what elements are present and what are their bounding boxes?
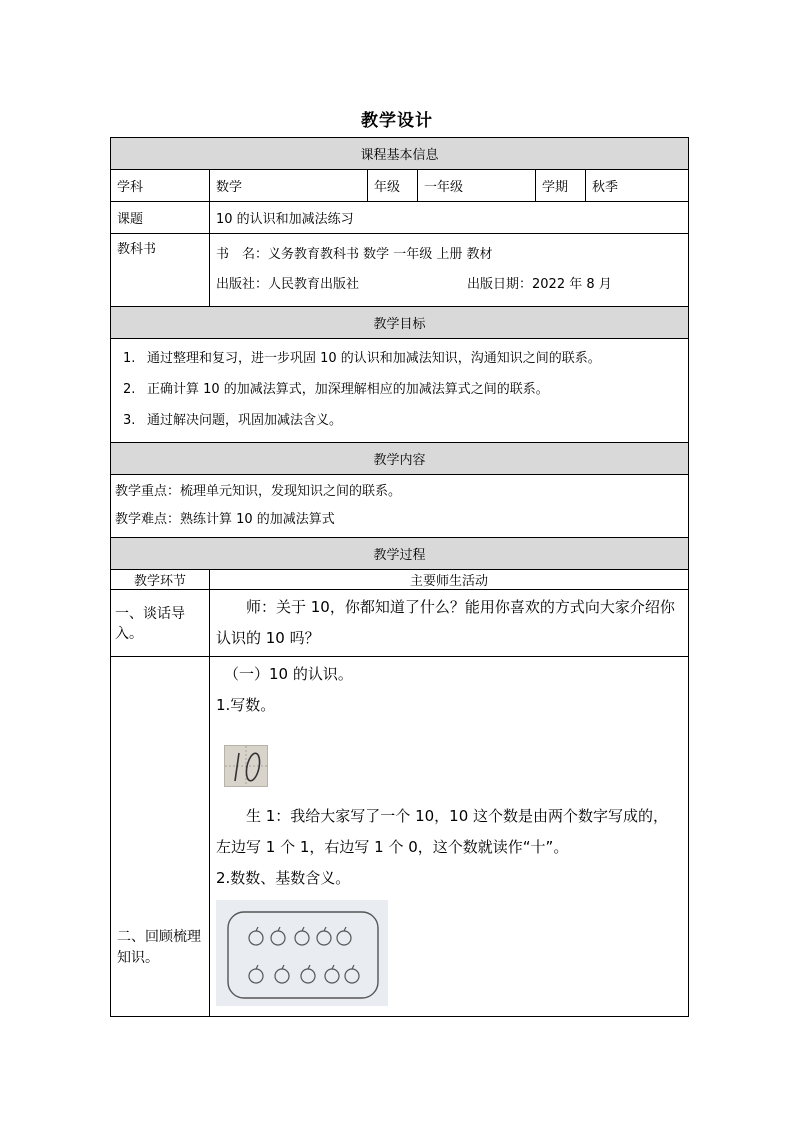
- lesson-plan-table: [110, 137, 689, 1017]
- goals-list: [111, 339, 689, 443]
- column-header-stage: 教学环节: [111, 570, 210, 590]
- goal-item: [123, 343, 682, 374]
- stage2-item2: 2.数数、基数含义。: [216, 869, 351, 887]
- goal-text: 通过整理和复习，进一步巩固 10 的认识和加减法知识，沟通知识之间的联系。: [147, 351, 601, 366]
- term-value: 秋季: [586, 170, 689, 202]
- handwritten-ten-image: [224, 745, 268, 787]
- subject-value: 数学: [210, 170, 368, 202]
- textbook-info: [210, 234, 689, 307]
- stage2-item1: 1.写数。: [216, 696, 276, 714]
- stage2-student-answer: 生 1：我给大家写了一个 10，10 这个数是由两个数字写成的，左边写 1 个 1，右边写 1 个 0，这个数就读作“十”。: [216, 807, 669, 856]
- stage2-heading: （一）10 的认识。: [224, 665, 353, 683]
- content-block: [111, 475, 689, 538]
- difficulty: 教学难点：熟练计算 10 的加减法算式: [115, 512, 335, 527]
- handwritten-ten-drawing: [225, 746, 267, 786]
- column-header-activities: 主要师生活动: [210, 570, 689, 590]
- topic-value: 10 的认识和加减法练习: [210, 202, 689, 234]
- section-header-process: 教学过程: [111, 538, 689, 570]
- topic-label: 课题: [111, 202, 210, 234]
- goal-item: [123, 374, 682, 405]
- section-header-content: 教学内容: [111, 443, 689, 475]
- apples-drawing-image: [216, 900, 388, 1006]
- goal-item: [123, 405, 682, 436]
- section-header-goals: 教学目标: [111, 307, 689, 339]
- section-header-basic-info: 课程基本信息: [111, 138, 689, 170]
- document-title: 教学设计: [361, 111, 433, 131]
- goal-number: 1.: [123, 351, 136, 366]
- goal-text: 通过解决问题，巩固加减法含义。: [147, 413, 343, 428]
- publisher-row: [216, 270, 682, 300]
- grade-value: 一年级: [418, 170, 536, 202]
- stage1-text: 师：关于 10，你都知道了什么？能用你喜欢的方式向大家介绍你认识的 10 吗？: [216, 598, 675, 647]
- goal-number: 3.: [123, 413, 136, 428]
- stage1-activity: [210, 590, 689, 657]
- textbook-label: 教科书: [111, 234, 210, 307]
- publisher-line: 出版社：人民教育出版社: [216, 277, 360, 292]
- apples-drawing: [216, 900, 388, 1006]
- stage2-label: 二、回顾梳理知识。: [111, 657, 210, 1017]
- term-label: 学期: [536, 170, 586, 202]
- grade-label: 年级: [368, 170, 418, 202]
- publish-date-line: 出版日期：2022 年 8 月: [467, 277, 612, 292]
- book-name-line: 书 名：义务教育教科书 数学 一年级 上册 教材: [216, 247, 493, 262]
- subject-label: 学科: [111, 170, 210, 202]
- stage1-label: 一、谈话导入。: [111, 590, 210, 657]
- goal-number: 2.: [123, 382, 136, 397]
- key-point: 教学重点：梳理单元知识，发现知识之间的联系。: [115, 484, 402, 499]
- stage2-activity: [210, 657, 689, 1017]
- goal-text: 正确计算 10 的加减法算式，加深理解相应的加减法算式之间的联系。: [147, 382, 549, 397]
